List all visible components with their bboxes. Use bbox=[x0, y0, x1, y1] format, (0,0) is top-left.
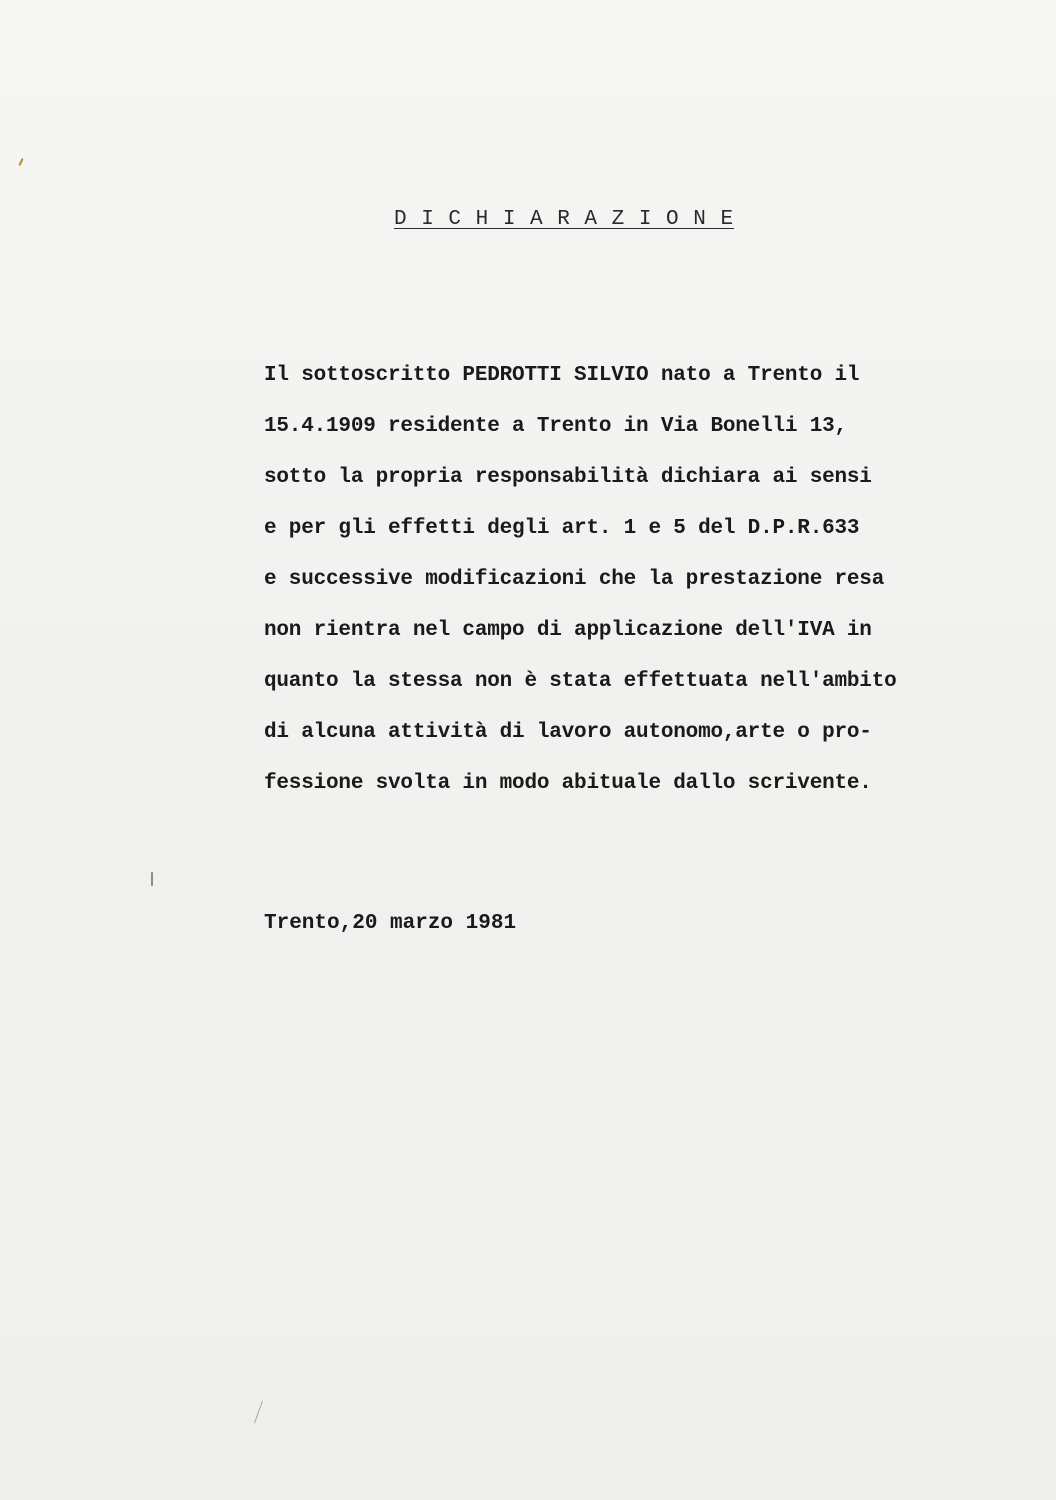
body-line: Il sottoscritto PEDROTTI SILVIO nato a Trento il bbox=[264, 364, 860, 387]
document-title: D I C H I A R A Z I O N E bbox=[394, 208, 735, 231]
paper-mark bbox=[151, 872, 153, 886]
declaration-body bbox=[264, 361, 964, 820]
place-date: Trento,20 marzo 1981 bbox=[264, 912, 517, 935]
body-line: 15.4.1909 residente a Trento in Via Bonelli 13, bbox=[264, 415, 847, 438]
body-line: e successive modificazioni che la prestazione resa bbox=[264, 568, 885, 591]
body-line: non rientra nel campo di applicazione dell'IVA in bbox=[264, 619, 872, 642]
paper-mark bbox=[18, 158, 23, 166]
body-line: fessione svolta in modo abituale dallo scrivente. bbox=[264, 772, 872, 795]
paper-mark bbox=[254, 1401, 263, 1424]
body-line: quanto la stessa non è stata effettuata nell'ambito bbox=[264, 670, 897, 693]
body-line: e per gli effetti degli art. 1 e 5 del D.P.R.633 bbox=[264, 517, 860, 540]
body-line: sotto la propria responsabilità dichiara ai sensi bbox=[264, 466, 872, 489]
body-line: di alcuna attività di lavoro autonomo,arte o pro- bbox=[264, 721, 872, 744]
